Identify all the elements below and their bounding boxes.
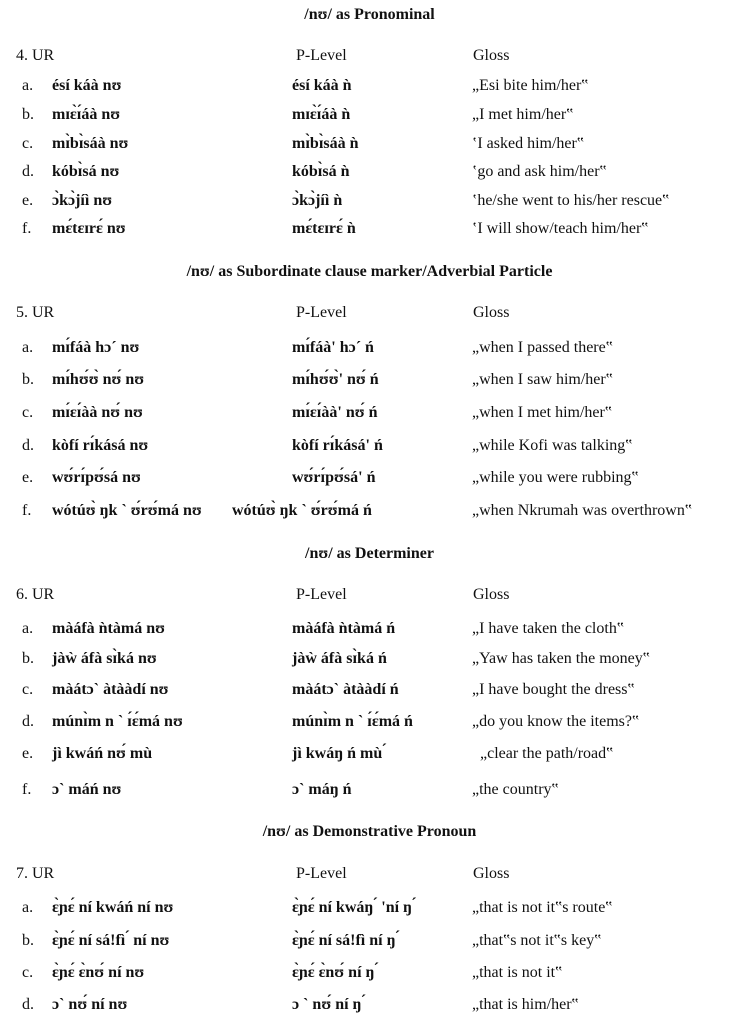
gloss-text: „that is him/her‟ [472, 996, 579, 1013]
example-row [0, 781, 739, 807]
section-title: /nʊ/ as Pronominal [304, 6, 435, 23]
gloss-text: „that‟s not it‟s key‟ [472, 932, 602, 949]
row-label: e. [22, 469, 34, 486]
ur-form: mɪ́hʊ́ʊ̀ nʊ́ nʊ [52, 371, 145, 388]
ur-form: ɛ̀ɲɛ́ ní sá!fì ́ ní nʊ [52, 932, 170, 949]
ur-header: 7. UR [16, 865, 55, 882]
row-label: d. [22, 437, 34, 454]
plevel-form: wʊ́rɪ́pʊ́sá' ń [292, 469, 376, 486]
row-label: a. [22, 899, 34, 916]
section-title: /nʊ/ as Determiner [305, 545, 434, 562]
plevel-form: ɔ̀kɔ̀jíì ǹ [292, 192, 343, 209]
example-row [0, 192, 739, 218]
plevel-form: ɛ̀ɲɛ́ ní sá!fì ní ŋ ́ [292, 932, 400, 949]
gloss-text: „I have bought the dress‟ [472, 681, 635, 698]
example-row [0, 437, 739, 463]
row-label: e. [22, 192, 34, 209]
row-label: e. [22, 745, 34, 762]
gloss-text: ‛he/she went to his/her rescue‟ [472, 192, 670, 209]
example-row [0, 745, 739, 771]
ur-form: múnɪ̀m n ` ɪ́ɛ́má nʊ [52, 713, 183, 730]
example-row [0, 502, 739, 528]
plevel-form: mɪ̀bɪ̀sáà ǹ [292, 135, 359, 152]
row-label: c. [22, 681, 34, 698]
ur-form: ɔ` nʊ́ ní nʊ [52, 996, 128, 1013]
gloss-header: Gloss [473, 865, 510, 882]
plevel-form: mɪɛ̀ɪ́áà ǹ [292, 106, 351, 123]
row-label: a. [22, 339, 34, 356]
row-label: b. [22, 932, 34, 949]
ur-form: mɪ́ɛɪ́àà nʊ́ nʊ [52, 404, 143, 421]
ur-form: kòfí rɪ́kásá nʊ [52, 437, 149, 454]
example-row [0, 135, 739, 161]
ur-form: jàẁ áfà sɪ̀ká nʊ [52, 650, 157, 667]
ur-form: ésí káà nʊ [52, 77, 122, 94]
plevel-form: màáfà ǹtàmá ń [292, 620, 396, 637]
plevel-header: P-Level [296, 47, 347, 64]
ur-form: jì kwáń nʊ́ mù [52, 745, 153, 762]
gloss-text: „Esi bite him/her‟ [472, 77, 589, 94]
ur-form: ɔ̀kɔ̀jíì nʊ [52, 192, 113, 209]
example-row [0, 469, 739, 495]
ur-form: màáfà ǹtàmá nʊ [52, 620, 165, 637]
ur-header: 6. UR [16, 586, 55, 603]
row-label: f. [22, 220, 32, 237]
gloss-text: „clear the path/road‟ [480, 745, 614, 762]
example-row [0, 899, 739, 925]
example-row [0, 713, 739, 739]
plevel-form: mɪ́hʊ́ʊ̀' nʊ́ ń [292, 371, 379, 388]
plevel-form: ɔ ` nʊ́ ní ŋ ́ [292, 996, 366, 1013]
example-row [0, 220, 739, 246]
row-label: c. [22, 964, 34, 981]
row-label: a. [22, 620, 34, 637]
plevel-form: jì kwáŋ ń mù ́ [292, 745, 387, 762]
gloss-text: ‛I asked him/her‟ [472, 135, 584, 152]
gloss-header: Gloss [473, 47, 510, 64]
ur-form: kóbɪ̀sá nʊ [52, 163, 120, 180]
ur-header: 4. UR [16, 47, 55, 64]
row-label: c. [22, 135, 34, 152]
plevel-header: P-Level [296, 586, 347, 603]
plevel-form: ɔ` máŋ ń [292, 781, 352, 798]
plevel-form: wótúʊ̀ ŋk ` ʊ́rʊ́má ń [232, 502, 372, 519]
gloss-text: „when I met him/her‟ [472, 404, 612, 421]
ur-form: wʊ́rɪ́pʊ́sá nʊ [52, 469, 141, 486]
gloss-text: „Yaw has taken the money‟ [472, 650, 650, 667]
example-row [0, 620, 739, 646]
ur-form: màátɔ` àtààdí nʊ [52, 681, 169, 698]
ur-form: ɛ̀ɲɛ́ ɛ̀nʊ́ ní nʊ [52, 964, 145, 981]
gloss-header: Gloss [473, 586, 510, 603]
example-row [0, 371, 739, 397]
row-label: b. [22, 650, 34, 667]
plevel-form: kóbɪ̀sá ǹ [292, 163, 350, 180]
ur-form: mɛ́tɛɪrɛ́ nʊ [52, 220, 126, 237]
plevel-form: ésí káà ǹ [292, 77, 352, 94]
gloss-text: ‛I will show/teach him/her‟ [472, 220, 649, 237]
example-row [0, 932, 739, 958]
example-row [0, 996, 739, 1022]
gloss-text: „the country‟ [472, 781, 559, 798]
row-label: d. [22, 163, 34, 180]
gloss-text: „when I passed there‟ [472, 339, 613, 356]
row-label: c. [22, 404, 34, 421]
ur-form: mɪ̀bɪ̀sáà nʊ [52, 135, 129, 152]
section-title: /nʊ/ as Subordinate clause marker/Adverbial Particle [186, 263, 553, 280]
gloss-text: „when Nkrumah was overthrown‟ [472, 502, 692, 519]
example-row [0, 339, 739, 365]
gloss-text: „while Kofi was talking‟ [472, 437, 633, 454]
row-label: b. [22, 371, 34, 388]
example-row [0, 650, 739, 676]
plevel-form: mɛ́tɛɪrɛ́ ǹ [292, 220, 356, 237]
ur-form: wótúʊ̀ ŋk ` ʊ́rʊ́má nʊ [52, 502, 202, 519]
ur-form: ɛ̀ɲɛ́ ní kwáń ní nʊ [52, 899, 174, 916]
row-label: d. [22, 713, 34, 730]
plevel-form: ɛ̀ɲɛ́ ɛ̀nʊ́ ní ŋ ́ [292, 964, 379, 981]
gloss-text: „that is not it‟s route‟ [472, 899, 613, 916]
row-label: d. [22, 996, 34, 1013]
row-label: f. [22, 781, 32, 798]
example-row [0, 163, 739, 189]
gloss-text: „do you know the items?‟ [472, 713, 640, 730]
row-label: b. [22, 106, 34, 123]
plevel-form: múnɪ̀m n ` ɪ́ɛ́má ń [292, 713, 413, 730]
example-row [0, 681, 739, 707]
plevel-form: mɪ́ɛɪ́àà' nʊ́ ń [292, 404, 378, 421]
ur-header: 5. UR [16, 304, 55, 321]
gloss-text: „I met him/her‟ [472, 106, 574, 123]
plevel-form: mɪ́fáà' hɔ´ ń [292, 339, 374, 356]
ur-form: ɔ` máń nʊ [52, 781, 122, 798]
example-row [0, 404, 739, 430]
ur-form: mɪ́fáà hɔ´ nʊ [52, 339, 140, 356]
example-row [0, 964, 739, 990]
gloss-text: „I have taken the cloth‟ [472, 620, 624, 637]
ur-form: mɪɛ̀ɪ́áà nʊ [52, 106, 121, 123]
example-row [0, 106, 739, 132]
example-row [0, 77, 739, 103]
plevel-header: P-Level [296, 865, 347, 882]
gloss-text: „that is not it‟ [472, 964, 563, 981]
plevel-header: P-Level [296, 304, 347, 321]
row-label: a. [22, 77, 34, 94]
row-label: f. [22, 502, 32, 519]
gloss-text: „when I saw him/her‟ [472, 371, 613, 388]
plevel-form: màátɔ` àtààdí ń [292, 681, 399, 698]
plevel-form: ɛ̀ɲɛ́ ní kwáŋ ́ 'ní ŋ ́ [292, 899, 416, 916]
plevel-form: jàẁ áfà sɪ̀ká ń [292, 650, 387, 667]
gloss-text: „while you were rubbing‟ [472, 469, 639, 486]
plevel-form: kòfí rɪ́kásá' ń [292, 437, 383, 454]
section-title: /nʊ/ as Demonstrative Pronoun [262, 823, 477, 840]
gloss-header: Gloss [473, 304, 510, 321]
gloss-text: ‛go and ask him/her‟ [472, 163, 607, 180]
